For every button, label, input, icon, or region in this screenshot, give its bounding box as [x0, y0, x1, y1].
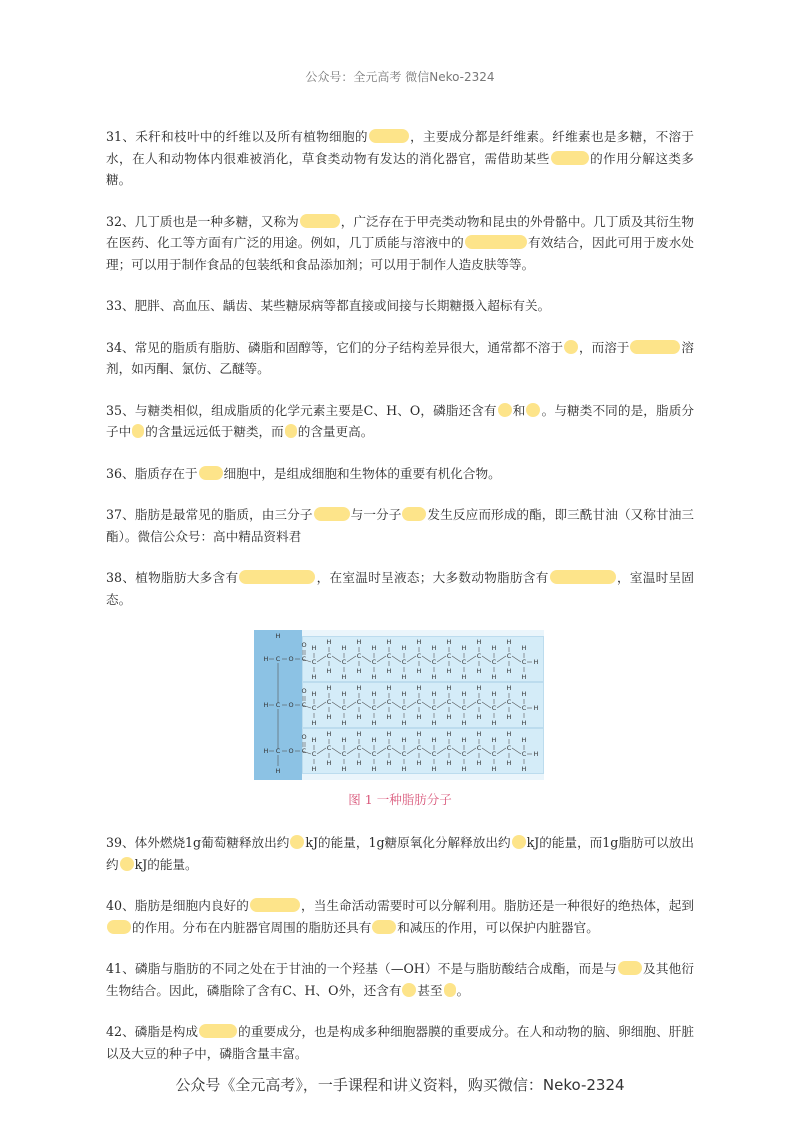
fill-in-blank[interactable]	[618, 961, 642, 975]
atom-label: C	[311, 750, 317, 758]
question-text: ，室温时呈固态。	[106, 570, 695, 607]
bond-line	[497, 702, 506, 708]
question-text: 33、肥胖、高血压、龋齿、某些糖尿病等都直接或间接与长期糖摄入超标有关。	[106, 298, 551, 313]
atom-label: H	[371, 644, 377, 652]
atom-label: H	[446, 638, 452, 646]
bond-line	[512, 702, 521, 708]
atom-label: H	[326, 759, 332, 767]
atom-label: H	[491, 736, 497, 744]
question-text: 的作用分解这类多糖。	[106, 150, 695, 187]
atom-label: H	[371, 765, 377, 773]
atom-label: H	[446, 713, 452, 721]
atom-label: C	[341, 704, 347, 712]
page-header: 公众号：全元高考 微信Neko-2324	[305, 70, 495, 84]
molecule-structure	[254, 630, 544, 780]
atom-label: H	[476, 730, 482, 738]
atom-label: H	[533, 704, 539, 712]
bond-line	[347, 748, 356, 754]
fat-molecule-figure	[254, 630, 544, 780]
question-q36	[106, 463, 694, 485]
question-text: 40、脂肪是细胞内良好的	[106, 898, 249, 913]
atom-label: H	[326, 684, 332, 692]
atom-label: C	[431, 704, 437, 712]
atom-label: H	[356, 730, 362, 738]
bond-line	[347, 702, 356, 708]
atom-label: H	[506, 713, 512, 721]
atom-label: H	[521, 690, 527, 698]
atom-label: H	[506, 638, 512, 646]
atom-label: C	[461, 750, 467, 758]
fill-in-blank[interactable]	[199, 466, 223, 480]
atom-label: C	[301, 655, 307, 663]
fill-in-blank[interactable]	[512, 835, 526, 849]
question-q35	[106, 400, 694, 443]
bond-line	[512, 656, 521, 662]
atom-label: C	[401, 704, 407, 712]
atom-label: H	[476, 667, 482, 675]
atom-label: H	[533, 658, 539, 666]
question-text: 34、常见的脂质有脂肪、磷脂和固醇等，它们的分子结构差异很大，通常都不溶于	[106, 339, 563, 355]
atom-label: C	[326, 744, 332, 752]
bond-line	[317, 702, 326, 708]
atom-label: C	[311, 658, 317, 666]
atom-label: H	[461, 736, 467, 744]
atom-label: H	[275, 632, 281, 640]
question-text: 39、体外燃烧1g葡萄糖释放出约	[106, 835, 290, 850]
fill-in-blank[interactable]	[444, 983, 456, 997]
bond-line	[362, 702, 371, 708]
atom-label: C	[401, 658, 407, 666]
atom-label: C	[386, 652, 392, 660]
atom-label: C	[416, 652, 422, 660]
bond-line	[392, 702, 401, 708]
atom-label: C	[491, 704, 497, 712]
questions-39-42	[106, 832, 694, 1064]
atom-label: C	[491, 750, 497, 758]
atom-label: H	[506, 667, 512, 675]
bond-line	[467, 702, 476, 708]
atom-label: H	[341, 673, 347, 681]
atom-label: H	[416, 730, 422, 738]
atom-label: C	[356, 744, 362, 752]
atom-label: H	[431, 719, 437, 727]
atom-label: C	[506, 698, 512, 706]
atom-label: H	[491, 765, 497, 773]
atom-label: O	[288, 701, 294, 709]
bond-line	[467, 748, 476, 754]
bond-line	[452, 748, 461, 754]
question-text: 的含量更高。	[297, 424, 374, 439]
question-text: 甚至	[417, 982, 443, 998]
fill-in-blank[interactable]	[285, 424, 297, 438]
atom-label: C	[506, 652, 512, 660]
question-q42	[106, 1021, 694, 1064]
bond-line	[512, 748, 521, 754]
atom-label: H	[431, 690, 437, 698]
atom-label: C	[326, 652, 332, 660]
atom-label: H	[263, 701, 269, 709]
atom-label: H	[521, 673, 527, 681]
question-text: ，而溶于	[579, 339, 630, 355]
atom-label: H	[371, 690, 377, 698]
atom-label: H	[521, 765, 527, 773]
atom-label: H	[311, 644, 317, 652]
atom-label: H	[326, 713, 332, 721]
atom-label: H	[446, 759, 452, 767]
question-q32	[106, 211, 694, 276]
atom-label: H	[431, 765, 437, 773]
atom-label: O	[288, 655, 294, 663]
question-q38	[106, 567, 694, 610]
fill-in-blank[interactable]	[314, 507, 350, 521]
atom-label: H	[401, 673, 407, 681]
atom-label: H	[386, 713, 392, 721]
bond-line	[497, 656, 506, 662]
atom-label: H	[461, 719, 467, 727]
question-text: 发生反应而形成的酯，即三酰甘油（又称甘油三酯）。微信公众号：高中精品资料君	[106, 507, 695, 544]
question-text: 有效结合，因此可用于废水处理；可以用于制作食品的包装纸和食品添加剂；可以用于制作人造皮肤等等。	[106, 235, 695, 272]
question-text: 36、脂质存在于	[106, 465, 198, 481]
atom-label: H	[401, 644, 407, 652]
atom-label: H	[311, 690, 317, 698]
atom-label: C	[446, 698, 452, 706]
question-q41	[106, 958, 694, 1001]
bond-line	[392, 656, 401, 662]
bond-line	[422, 702, 431, 708]
fill-in-blank[interactable]	[465, 235, 527, 249]
bond-line	[407, 748, 416, 754]
fill-in-blank[interactable]	[107, 920, 131, 934]
question-text: ，当生命活动需要时可以分解利用。脂肪还是一种很好的绝热体，起到	[300, 898, 695, 913]
atom-label: H	[476, 713, 482, 721]
atom-label: H	[506, 759, 512, 767]
atom-label: H	[416, 759, 422, 767]
atom-label: H	[341, 765, 347, 773]
atom-label: C	[326, 698, 332, 706]
question-text: ，主要成分都是纤维素。纤维素也是多糖，不溶于水，在人和动物体内很难被消化，草食类动物有发达的消化器官，需借助某些	[106, 129, 694, 166]
atom-label: H	[326, 638, 332, 646]
atom-label: C	[476, 698, 482, 706]
question-text: 与一分子	[350, 507, 402, 522]
fill-in-blank[interactable]	[526, 403, 540, 417]
fill-in-blank[interactable]	[372, 920, 396, 934]
atom-label: H	[401, 719, 407, 727]
atom-label: H	[311, 673, 317, 681]
bond-line	[332, 702, 341, 708]
atom-label: C	[275, 655, 281, 663]
bond-line	[392, 748, 401, 754]
fill-in-blank[interactable]	[250, 898, 300, 912]
atom-label: C	[476, 744, 482, 752]
question-text: kJ的能量。	[134, 856, 198, 872]
atom-label: C	[521, 704, 527, 712]
atom-label: C	[521, 658, 527, 666]
fill-in-blank[interactable]	[550, 570, 616, 584]
bond-line	[377, 748, 386, 754]
atom-label: H	[341, 690, 347, 698]
fill-in-blank[interactable]	[564, 340, 578, 354]
atom-label: H	[311, 765, 317, 773]
atom-label: H	[401, 690, 407, 698]
atom-label: H	[311, 719, 317, 727]
fill-in-blank[interactable]	[239, 570, 315, 584]
atom-label: C	[371, 658, 377, 666]
question-text: kJ的能量，而1g脂肪可以放出约	[106, 835, 694, 872]
atom-label: H	[401, 765, 407, 773]
atom-label: H	[311, 736, 317, 744]
atom-label: H	[341, 644, 347, 652]
question-text: kJ的能量，1g糖原氧化分解释放出约	[305, 835, 511, 850]
atom-label: H	[476, 759, 482, 767]
atom-label: C	[491, 658, 497, 666]
question-text: 的含量远远低于糖类，而	[145, 424, 284, 439]
atom-label: H	[416, 713, 422, 721]
question-text: 37、脂肪是最常见的脂质，由三分子	[106, 507, 313, 522]
fill-in-blank[interactable]	[402, 983, 416, 997]
question-q31	[106, 126, 694, 191]
atom-label: H	[326, 730, 332, 738]
atom-label: H	[446, 730, 452, 738]
bond-line	[437, 702, 446, 708]
question-text: 38、植物脂肪大多含有	[106, 570, 239, 585]
question-q37	[106, 504, 694, 547]
question-text: 42、磷脂是构成	[106, 1024, 199, 1039]
atom-label: O	[301, 641, 307, 649]
atom-label: H	[371, 719, 377, 727]
bond-line	[407, 656, 416, 662]
question-text: 细胞中，是组成细胞和生物体的重要有机化合物。	[223, 465, 501, 481]
atom-label: H	[371, 673, 377, 681]
bond-line	[422, 748, 431, 754]
question-q40	[106, 895, 694, 938]
page-footer: 公众号《全元高考》，一手课程和讲义资料，购买微信：Neko-2324	[175, 1076, 625, 1094]
atom-label: C	[301, 701, 307, 709]
bond-line	[377, 656, 386, 662]
question-text: 。	[456, 982, 470, 998]
atom-label: H	[461, 673, 467, 681]
atom-label: C	[401, 750, 407, 758]
question-text: 。与糖类不同的是，脂质分子中	[106, 402, 695, 439]
bond-line	[422, 656, 431, 662]
bond-line	[437, 656, 446, 662]
atom-label: H	[263, 747, 269, 755]
bond-line	[467, 656, 476, 662]
atom-label: C	[431, 750, 437, 758]
atom-label: C	[356, 698, 362, 706]
atom-label: H	[521, 719, 527, 727]
atom-label: C	[461, 658, 467, 666]
atom-label: C	[371, 704, 377, 712]
bond-line	[317, 656, 326, 662]
atom-label: H	[416, 667, 422, 675]
atom-label: C	[416, 744, 422, 752]
bond-line	[362, 656, 371, 662]
atom-label: O	[288, 747, 294, 755]
atom-label: O	[301, 733, 307, 741]
bond-line	[482, 656, 491, 662]
question-text: 31、禾秆和枝叶中的纤维以及所有植物细胞的	[106, 129, 368, 144]
atom-label: H	[446, 667, 452, 675]
question-text: 及其他衍生物结合。因此，磷脂除了含有C、H、O外，还含有	[106, 961, 694, 998]
atom-label: C	[356, 652, 362, 660]
atom-label: H	[431, 673, 437, 681]
atom-label: H	[356, 684, 362, 692]
atom-label: C	[476, 652, 482, 660]
atom-label: C	[341, 658, 347, 666]
bond-line	[482, 748, 491, 754]
atom-label: C	[275, 747, 281, 755]
question-text: 和减压的作用，可以保护内脏器官。	[397, 919, 599, 935]
document-body	[106, 126, 694, 1084]
fill-in-blank[interactable]	[120, 857, 134, 871]
atom-label: H	[533, 750, 539, 758]
fill-in-blank[interactable]	[630, 340, 680, 354]
atom-label: C	[521, 750, 527, 758]
bond-line	[452, 702, 461, 708]
atom-label: C	[431, 658, 437, 666]
bond-line	[332, 656, 341, 662]
atom-label: H	[476, 684, 482, 692]
atom-label: H	[275, 767, 281, 775]
question-q39	[106, 832, 694, 875]
question-q33	[106, 295, 694, 317]
atom-label: H	[491, 690, 497, 698]
fill-in-blank[interactable]	[551, 151, 589, 165]
question-text: ，广泛存在于甲壳类动物和昆虫的外骨骼中。几丁质及其衍生物在医药、化工等方面有广泛的用途。例如，几丁质能与溶液中的	[106, 213, 694, 250]
question-text: 41、磷脂与脂肪的不同之处在于甘油的一个羟基（—OH）不是与脂肪酸结合成酯，而是与	[106, 961, 617, 976]
atom-label: C	[311, 704, 317, 712]
atom-label: H	[386, 759, 392, 767]
question-text: 和	[512, 402, 526, 418]
atom-label: C	[446, 652, 452, 660]
bond-line	[377, 702, 386, 708]
atom-label: H	[521, 736, 527, 744]
bond-line	[347, 656, 356, 662]
question-text: 的作用。分布在内脏器官周围的脂肪还具有	[132, 919, 372, 935]
atom-label: O	[301, 687, 307, 695]
questions-31-38	[106, 126, 694, 610]
atom-label: H	[356, 667, 362, 675]
bond-line	[437, 748, 446, 754]
atom-label: C	[386, 698, 392, 706]
atom-label: H	[341, 736, 347, 744]
question-text: ，在室温时呈液态；大多数动物脂肪含有	[316, 570, 549, 585]
atom-label: C	[506, 744, 512, 752]
figure-caption: 图 1 一种脂肪分子	[348, 792, 452, 807]
atom-label: H	[416, 684, 422, 692]
atom-label: H	[491, 644, 497, 652]
fill-in-blank[interactable]	[290, 835, 304, 849]
atom-label: H	[506, 684, 512, 692]
atom-label: H	[386, 684, 392, 692]
fill-in-blank[interactable]	[199, 1024, 237, 1038]
atom-label: H	[416, 638, 422, 646]
atom-label: H	[431, 736, 437, 744]
question-text: 溶剂，如丙酮、氯仿、乙醚等。	[106, 339, 695, 376]
fill-in-blank[interactable]	[300, 214, 340, 228]
atom-label: H	[386, 730, 392, 738]
atom-label: H	[401, 736, 407, 744]
atom-label: H	[491, 673, 497, 681]
atom-label: H	[371, 736, 377, 744]
fill-in-blank[interactable]	[402, 507, 426, 521]
bond-line	[317, 748, 326, 754]
bond-line	[497, 748, 506, 754]
atom-label: H	[386, 638, 392, 646]
atom-label: C	[446, 744, 452, 752]
atom-label: C	[371, 750, 377, 758]
bond-line	[362, 748, 371, 754]
atom-label: H	[431, 644, 437, 652]
atom-label: H	[356, 759, 362, 767]
atom-label: H	[356, 713, 362, 721]
atom-label: H	[491, 719, 497, 727]
bond-line	[407, 702, 416, 708]
atom-label: C	[461, 704, 467, 712]
bond-line	[482, 702, 491, 708]
fill-in-blank[interactable]	[132, 424, 144, 438]
atom-label: H	[356, 638, 362, 646]
bond-line	[332, 748, 341, 754]
question-text: 32、几丁质也是一种多糖，又称为	[106, 213, 299, 229]
atom-label: H	[506, 730, 512, 738]
atom-label: H	[461, 690, 467, 698]
fill-in-blank[interactable]	[498, 403, 512, 417]
atom-label: H	[446, 684, 452, 692]
atom-label: C	[301, 747, 307, 755]
atom-label: C	[275, 701, 281, 709]
atom-label: C	[416, 698, 422, 706]
fill-in-blank[interactable]	[369, 129, 409, 143]
atom-label: H	[521, 644, 527, 652]
atom-label: H	[341, 719, 347, 727]
question-text: 35、与糖类相似，组成脂质的化学元素主要是C、H、O，磷脂还含有	[106, 402, 497, 418]
question-q34	[106, 337, 694, 380]
atom-label: H	[386, 667, 392, 675]
atom-label: C	[341, 750, 347, 758]
question-text: 的重要成分，也是构成多种细胞器膜的重要成分。在人和动物的脑、卵细胞、肝脏以及大豆的种子中，磷脂含量丰富。	[106, 1024, 695, 1061]
atom-label: C	[386, 744, 392, 752]
atom-label: H	[476, 638, 482, 646]
atom-label: H	[263, 655, 269, 663]
atom-label: H	[461, 644, 467, 652]
atom-label: H	[326, 667, 332, 675]
atom-label: H	[461, 765, 467, 773]
bond-line	[452, 656, 461, 662]
